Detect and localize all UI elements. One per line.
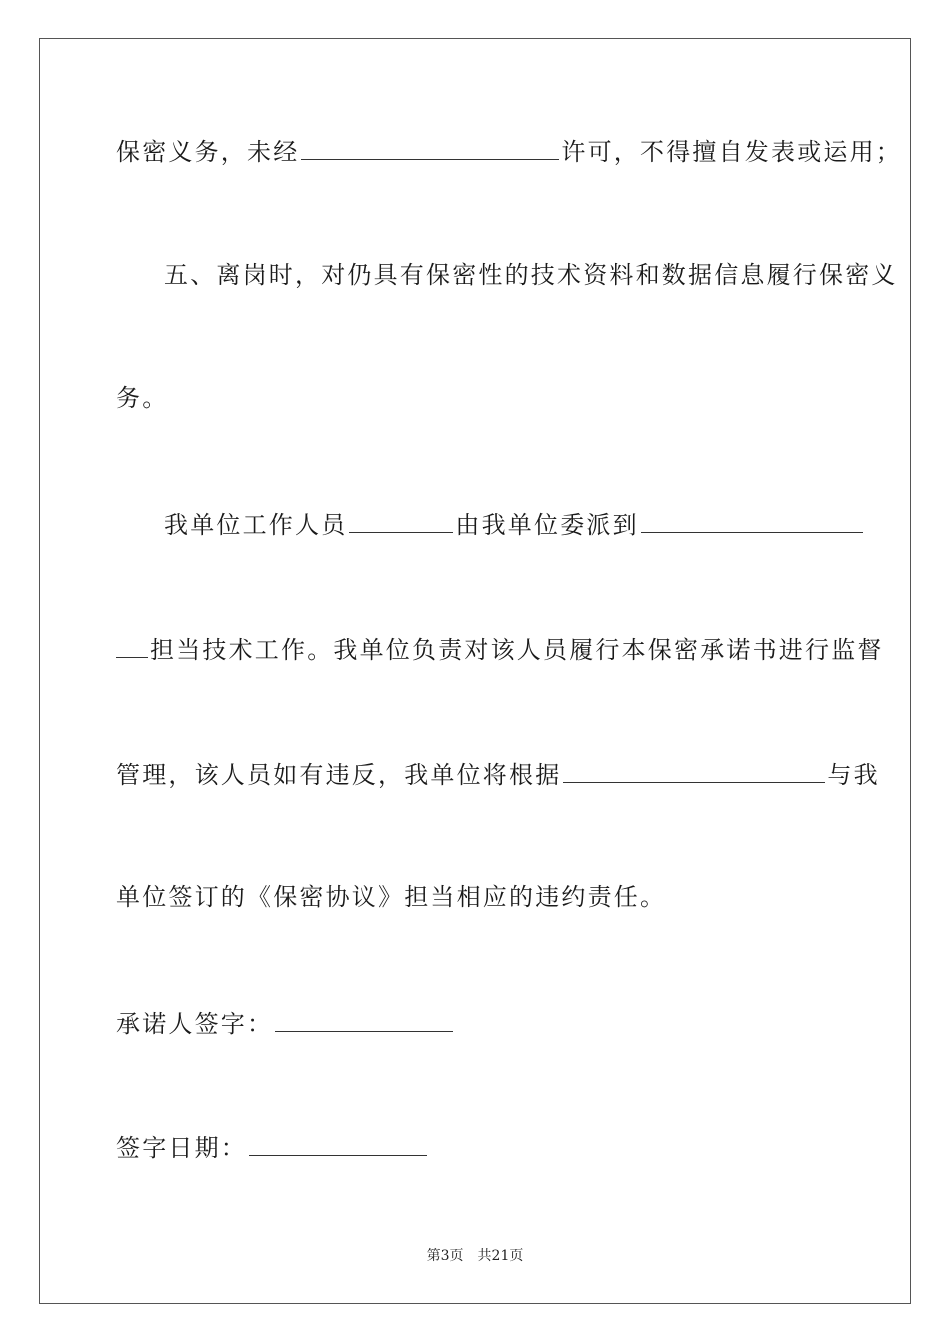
- text-segment: 担当技术工作。我单位负责对该人员履行本保密承诺书进行监督: [150, 636, 884, 664]
- page-footer: [0, 1246, 950, 1266]
- text-segment: 管理，该人员如有违反，我单位将根据: [116, 761, 562, 789]
- text-segment: 务。: [116, 384, 169, 412]
- text-segment: 单位签订的《保密协议》担当相应的违约责任。: [116, 883, 667, 911]
- body-line-6: [116, 760, 880, 790]
- fill-blank-staff-name: [349, 512, 453, 533]
- body-line-2: [164, 260, 898, 290]
- date-blank: [249, 1135, 427, 1156]
- text-segment: 保密义务，未经: [116, 138, 300, 166]
- signature-line: [116, 1009, 455, 1039]
- text-segment: 我单位工作人员: [164, 511, 348, 539]
- body-line-5: [116, 635, 884, 665]
- page-frame: [39, 38, 911, 1304]
- page-number: 第3页: [426, 1248, 464, 1264]
- text-segment: 五、离岗时，对仍具有保密性的技术资料和数据信息履行保密义: [164, 261, 898, 289]
- text-segment: 由我单位委派到: [455, 511, 639, 539]
- fill-blank-agreement-basis: [563, 762, 825, 783]
- body-line-3: [116, 383, 168, 413]
- page-total: 共21页: [477, 1248, 524, 1264]
- fill-blank-assignment-place: [641, 512, 863, 533]
- fill-blank-assignment-place-cont: [116, 637, 148, 658]
- text-segment: 许可，不得擅自发表或运用；: [561, 138, 903, 166]
- fill-blank-approver: [301, 139, 559, 160]
- body-line-4: [164, 510, 865, 540]
- text-segment: 与我: [827, 761, 880, 789]
- signature-label: 承诺人签字：: [116, 1010, 274, 1038]
- body-line-7: [116, 882, 666, 912]
- body-line-1: [116, 137, 902, 167]
- signature-blank: [275, 1011, 453, 1032]
- date-label: 签字日期：: [116, 1134, 247, 1162]
- date-line: [116, 1133, 429, 1163]
